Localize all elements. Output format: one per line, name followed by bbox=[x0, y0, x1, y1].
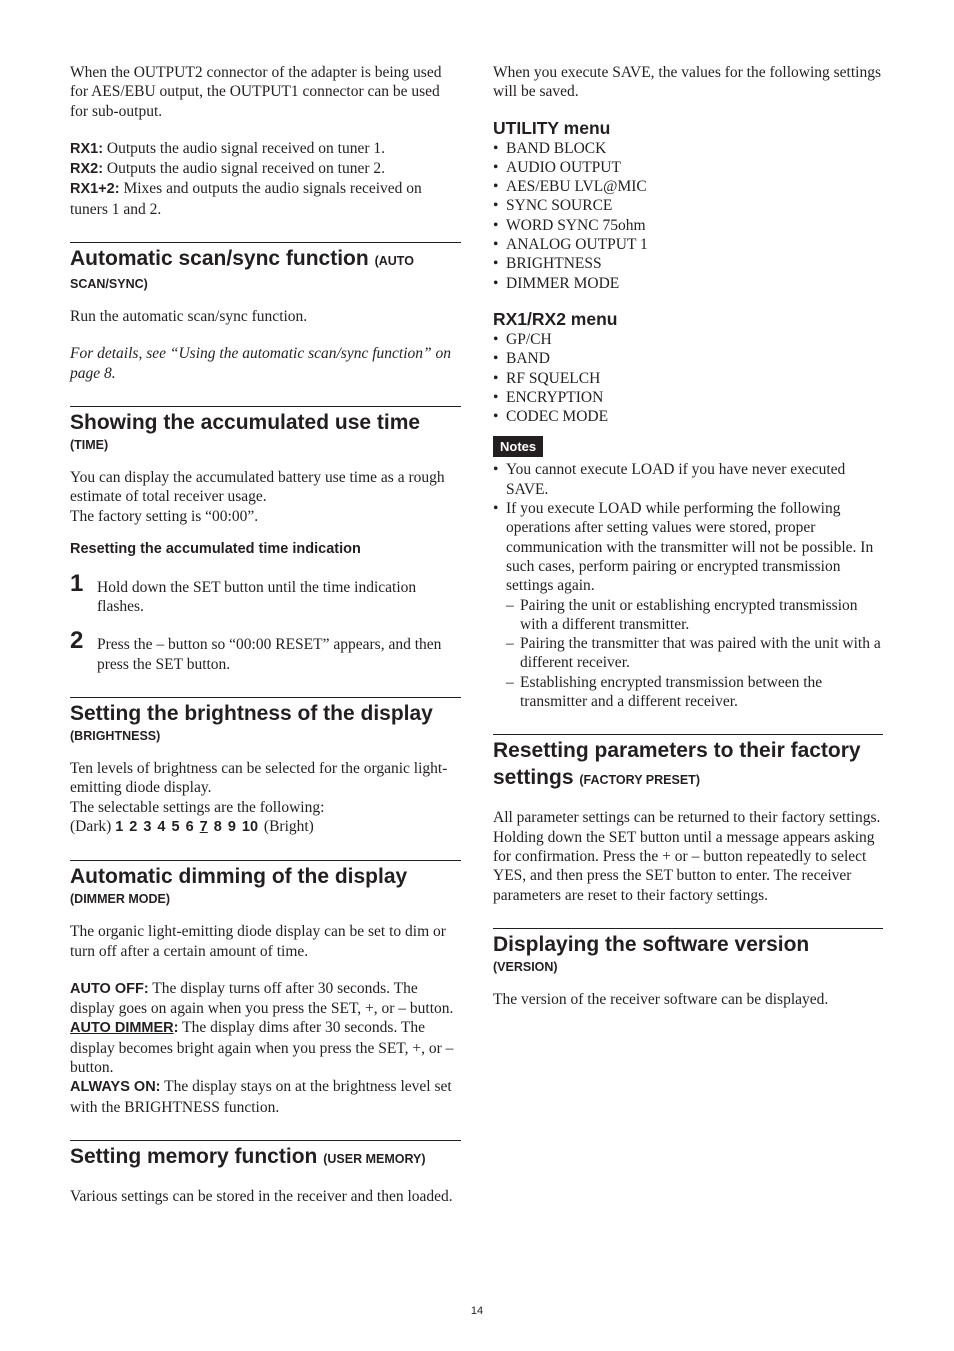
output-intro: When the OUTPUT2 connector of the adapter is being used for AES/EBU output, the OUTPUT1 connector can be used for sub-output. bbox=[70, 64, 442, 120]
notes-block bbox=[493, 436, 883, 711]
auto-off-label: AUTO OFF: bbox=[70, 980, 149, 997]
brightness-level: 7 bbox=[199, 818, 208, 835]
page-number: 14 bbox=[470, 1305, 484, 1317]
brightness-level: 1 bbox=[115, 818, 124, 835]
always-on-label: ALWAYS ON: bbox=[70, 1079, 161, 1096]
auto-scan-note: For details, see “Using the automatic scan/sync function” on page 8. bbox=[70, 345, 452, 382]
brightness-level: 2 bbox=[129, 818, 138, 835]
section-auto-scan bbox=[70, 242, 461, 383]
section-time bbox=[70, 406, 461, 674]
note-1: • You cannot execute LOAD if you have never executed SAVE. bbox=[493, 460, 883, 499]
auto-dimmer-colon: : bbox=[173, 1020, 179, 1037]
factory-title-b: settings bbox=[493, 766, 574, 790]
version-body: The version of the receiver software can be displayed. bbox=[493, 990, 829, 1008]
brightness-levels bbox=[70, 817, 461, 837]
auto-off-text: The display turns off after 30 seconds. The display goes on again when you press the SET, +, or – button. bbox=[70, 979, 454, 1018]
left-column bbox=[70, 63, 461, 1206]
bright-label: (Bright) bbox=[263, 817, 314, 835]
factory-body-2: Holding down the SET button until a message appears asking for confirmation. Press the + or – button repeatedly to select YES, and then press the SET button to enter. The receiver parameters are reset to their factory settings. bbox=[493, 828, 875, 904]
time-sub: (TIME) bbox=[70, 437, 109, 452]
auto-dimmer-label: AUTO DIMMER bbox=[70, 1020, 174, 1037]
memory-body: Various settings can be stored in the receiver and then loaded. bbox=[70, 1187, 453, 1205]
rx2-label: RX2: bbox=[70, 161, 104, 178]
always-on-text: The display stays on at the brightness level set with the BRIGHTNESS function. bbox=[70, 1078, 452, 1116]
auto-scan-sub-b: SCAN/SYNC) bbox=[70, 277, 148, 292]
utility-menu-item: • BAND BLOCK bbox=[493, 139, 883, 158]
utility-menu-item: • AES/EBU LVL@MIC bbox=[493, 177, 883, 196]
factory-sub: (FACTORY PRESET) bbox=[579, 773, 700, 788]
factory-title-a: Resetting parameters to their factory bbox=[493, 739, 861, 763]
auto-dimmer-text: The display dims after 30 seconds. The display becomes bright again when you press the SET, +, or – button. bbox=[70, 1019, 454, 1077]
brightness-level: 3 bbox=[143, 818, 152, 835]
utility-menu-heading: UTILITY menu bbox=[493, 117, 611, 138]
notes-badge: Notes bbox=[493, 436, 543, 457]
auto-off-definition bbox=[70, 979, 461, 1019]
brightness-level: 4 bbox=[157, 818, 166, 835]
section-factory bbox=[493, 734, 883, 904]
rx12-label: RX1+2: bbox=[70, 181, 120, 198]
time-body-1: You can display the accumulated battery use time as a rough estimate of total receiver usage. bbox=[70, 468, 445, 506]
note-2-sub-item: – Pairing the unit or establishing encrypted transmission with a different transmitter. bbox=[506, 596, 883, 635]
step-1-number: 1 bbox=[70, 569, 84, 597]
memory-sub: (USER MEMORY) bbox=[323, 1151, 426, 1166]
brightness-level: 8 bbox=[213, 818, 222, 835]
rx12-text: Mixes and outputs the audio signals received on tuners 1 and 2. bbox=[70, 180, 422, 218]
rx-menu-item: • CODEC MODE bbox=[493, 407, 883, 426]
section-version bbox=[493, 928, 883, 1009]
note-2 bbox=[493, 499, 883, 711]
dimmer-body: The organic light-emitting diode display can be set to dim or turn off after a certain amount of time. bbox=[70, 923, 446, 960]
step-2-number: 2 bbox=[70, 627, 84, 655]
note-2-text: If you execute LOAD while performing the following operations after setting values were stored, proper communication with the transmitter will not be possible. In such cases, perform pairing or encrypted transmission settings again. bbox=[506, 500, 874, 595]
auto-scan-body: Run the automatic scan/sync function. bbox=[70, 308, 308, 326]
save-intro: When you execute SAVE, the values for the following settings will be saved. bbox=[493, 64, 881, 101]
memory-title: Setting memory function bbox=[70, 1144, 318, 1168]
auto-scan-title: Automatic scan/sync function bbox=[70, 247, 369, 271]
utility-menu-item: • ANALOG OUTPUT 1 bbox=[493, 235, 883, 254]
section-brightness bbox=[70, 697, 461, 837]
brightness-level-list bbox=[115, 819, 260, 835]
version-title: Displaying the software version bbox=[493, 932, 810, 956]
brightness-sub: (BRIGHTNESS) bbox=[70, 729, 161, 744]
dimmer-title: Automatic dimming of the display bbox=[70, 865, 408, 889]
rx1-definition bbox=[70, 139, 461, 159]
memory-heading bbox=[70, 1143, 461, 1173]
brightness-level: 9 bbox=[227, 818, 236, 835]
section-memory bbox=[70, 1140, 461, 1206]
utility-menu-item: • BRIGHTNESS bbox=[493, 254, 883, 273]
rx1-label: RX1: bbox=[70, 140, 104, 157]
utility-menu-item: • AUDIO OUTPUT bbox=[493, 158, 883, 177]
factory-heading-line-2 bbox=[493, 764, 883, 794]
rx-menu-list bbox=[493, 330, 883, 426]
note-2-sublist bbox=[493, 596, 883, 712]
time-body-2: The factory setting is “00:00”. bbox=[70, 507, 259, 525]
note-2-sub-item: – Pairing the transmitter that was paired with the unit with a different receiver. bbox=[506, 634, 883, 673]
auto-dimmer-definition bbox=[70, 1018, 461, 1077]
section-dimmer bbox=[70, 860, 461, 1117]
utility-menu-item: • WORD SYNC 75ohm bbox=[493, 216, 883, 235]
rx-menu-heading: RX1/RX2 menu bbox=[493, 308, 618, 329]
brightness-body-2: The selectable settings are the following: bbox=[70, 798, 325, 816]
time-title: Showing the accumulated use time bbox=[70, 410, 421, 434]
notes-list bbox=[493, 460, 883, 711]
rx-menu-item: • GP/CH bbox=[493, 330, 883, 349]
rx-menu-item: • BAND bbox=[493, 349, 883, 368]
rx-menu-item: • ENCRYPTION bbox=[493, 388, 883, 407]
rx2-text: Outputs the audio signal received on tuner 2. bbox=[103, 160, 385, 178]
utility-menu-item: • DIMMER MODE bbox=[493, 274, 883, 293]
rx12-definition bbox=[70, 179, 461, 219]
note-2-sub-item: – Establishing encrypted transmission between the transmitter and a different receiver. bbox=[506, 673, 883, 712]
brightness-body-1: Ten levels of brightness can be selected for the organic light-emitting diode display. bbox=[70, 760, 448, 797]
dimmer-sub: (DIMMER MODE) bbox=[70, 892, 170, 907]
auto-scan-sub-a: (AUTO bbox=[374, 254, 414, 269]
step-1-text: Hold down the SET button until the time indication flashes. bbox=[97, 578, 417, 616]
step-1 bbox=[70, 569, 461, 617]
step-2-text: Press the – button so “00:00 RESET” appears, and then press the SET button. bbox=[97, 636, 442, 673]
version-sub: (VERSION) bbox=[493, 959, 558, 974]
utility-menu-item: • SYNC SOURCE bbox=[493, 196, 883, 215]
brightness-level: 6 bbox=[185, 818, 194, 835]
utility-menu-list bbox=[493, 139, 883, 293]
factory-body-1: All parameter settings can be returned to their factory settings. bbox=[493, 809, 881, 827]
rx-menu-item: • RF SQUELCH bbox=[493, 369, 883, 388]
dark-label: (Dark) bbox=[70, 817, 112, 835]
brightness-level: 5 bbox=[171, 818, 180, 835]
reset-time-heading: Resetting the accumulated time indication bbox=[70, 540, 361, 557]
step-2 bbox=[70, 627, 461, 674]
right-column bbox=[493, 63, 883, 1009]
rx1-text: Outputs the audio signal received on tuner 1. bbox=[103, 139, 385, 157]
rx2-definition bbox=[70, 159, 461, 179]
always-on-definition bbox=[70, 1077, 461, 1117]
brightness-level: 10 bbox=[241, 818, 259, 835]
brightness-title: Setting the brightness of the display bbox=[70, 702, 433, 726]
auto-scan-heading bbox=[70, 245, 461, 275]
